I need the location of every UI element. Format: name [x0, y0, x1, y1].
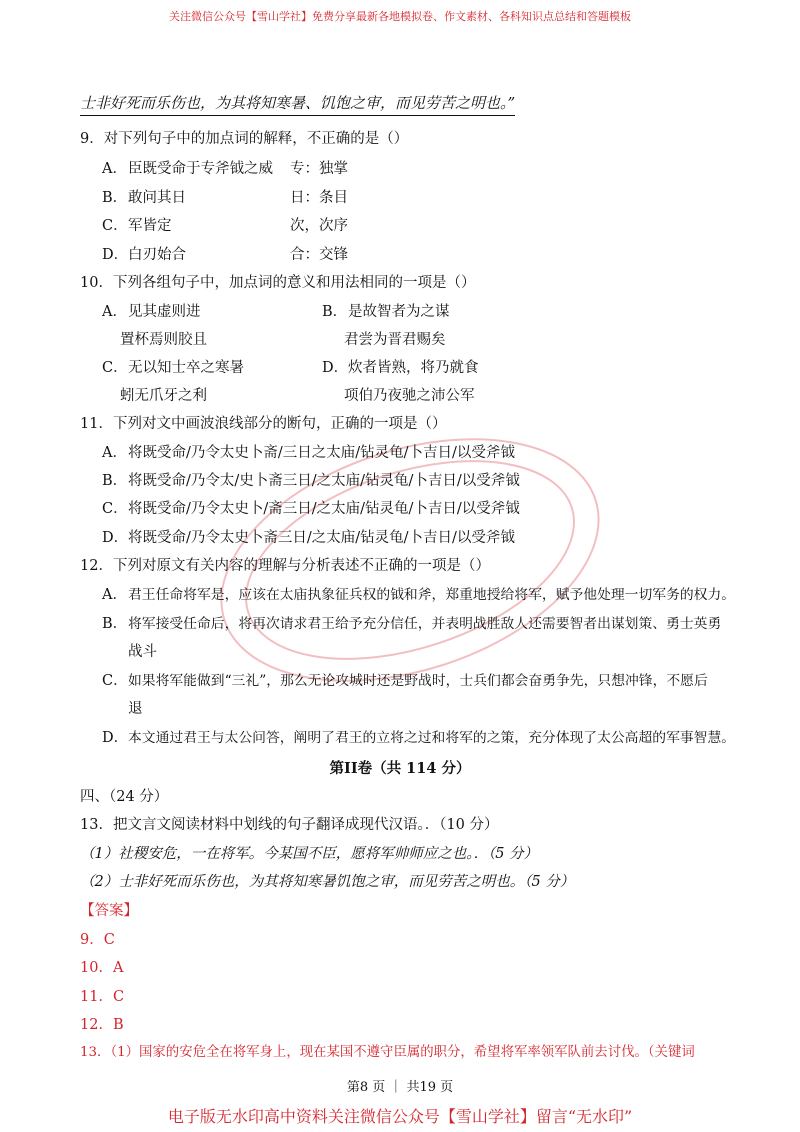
answer-9: 9．C [80, 932, 115, 948]
q10-option-b-label: B． [322, 304, 348, 320]
q12-option-b-line1: 将军接受任命后，将再次请求君王给予充分信任，并表明战胜敌人还需要智者出谋划策、勇士英勇 [128, 616, 722, 632]
q10-option-a-line2: 置杯焉则胶且 [120, 332, 207, 348]
q12-option-c-line2: 退 [128, 701, 143, 717]
q9-option-c-label: C． [102, 218, 128, 234]
q10-option-a-line1: 见其虚则进 [128, 304, 201, 320]
section-four-heading: 四、（24 分） [80, 789, 169, 805]
q12-option-a-line1: 君王任命将军是，应该在太庙执象征兵权的钺和斧，郑重地授给将军，赋予他处理一切军务的权力。 [128, 587, 736, 603]
q9-option-a-gloss: 专：独掌 [290, 161, 348, 177]
intro-underlined-sentence: 士非好死而乐伤也，为其将知寒暑、饥饱之审，而见劳苦之明也。” [80, 92, 515, 116]
q11-option-d-label: D． [102, 530, 129, 546]
answer-10: 10．A [80, 960, 124, 976]
q9-option-d-gloss: 合：交锋 [290, 247, 348, 263]
q11-option-b-text: 将既受命/乃令太/史卜斋三日/之太庙/钻灵龟/卜吉日/以受斧钺 [128, 473, 520, 489]
q10-stem: 10．下列各组句子中，加点词的意义和用法相同的一项是（） [80, 275, 476, 291]
q11-option-b-label: B． [102, 473, 128, 489]
answer-13: 13．（1）国家的安危全在将军身上，现在某国不遵守臣属的职分，希望将军率领军队前去讨伐。（关键词 [80, 1045, 695, 1060]
q10-option-c-label: C． [102, 360, 128, 376]
q9-option-a-text: 臣既受命于专斧钺之威 [128, 161, 273, 177]
part2-title: 第II卷（共 114 分） [329, 760, 471, 777]
q9-stem: 9．对下列句子中的加点词的解释，不正确的是（） [80, 131, 409, 147]
answer-12: 12．B [80, 1017, 124, 1033]
q12-option-b-label: B． [102, 616, 128, 632]
answer-11: 11．C [80, 989, 125, 1005]
q12-option-d-label: D． [102, 730, 129, 746]
q12-option-a-label: A． [102, 587, 127, 603]
q10-option-c-line2: 蚓无爪牙之利 [120, 388, 207, 404]
q13-stem: 13．把文言文阅读材料中划线的句子翻译成现代汉语。．（10 分） [80, 817, 499, 833]
q9-option-a-label: A． [102, 161, 127, 177]
q11-option-a-label: A． [102, 445, 127, 461]
q11-option-c-text: 将既受命/乃令太史卜/斋三日/之太庙/钻灵龟/卜吉日/以受斧钺 [128, 501, 520, 517]
q13-item-2: （2）士非好死而乐伤也，为其将知寒暑饥饱之审，而见劳苦之明也。（5 分） [80, 874, 575, 890]
answer-title: 【答案】 [80, 903, 138, 919]
q11-option-a-text: 将既受命/乃令太史卜斋/三日之太庙/钻灵龟/卜吉日/以受斧钺 [128, 445, 515, 461]
q10-option-d-label: D． [322, 360, 349, 376]
q13-item-1: （1）社稷安危，一在将军。今某国不臣，愿将军帅师应之也。．（5 分） [80, 846, 539, 862]
q10-option-c-line1: 无以知士卒之寒暑 [128, 360, 244, 376]
header-banner: 关注微信公众号【雪山学社】免费分享最新各地模拟卷、作文素材、各科知识点总结和答题模板 [169, 10, 631, 23]
q12-option-c-label: C． [102, 673, 128, 689]
q10-option-a-label: A． [102, 304, 127, 320]
q9-option-d-text: 白刃始合 [128, 247, 186, 263]
q9-option-b-label: B． [102, 190, 128, 206]
bottom-banner: 电子版无水印高中资料关注微信公众号【雪山学社】留言“无水印” [167, 1107, 633, 1126]
q12-option-d-line1: 本文通过君王与太公问答，阐明了君王的立将之过和将军的之策，充分体现了太公高超的军事智慧。 [128, 730, 736, 746]
q9-option-d-label: D． [102, 247, 129, 263]
q11-stem: 11．下列对文中画波浪线部分的断句，正确的一项是（） [80, 416, 447, 432]
q11-option-d-text: 将既受命/乃令太史卜斋三日/之太庙/钻灵龟/卜吉日/以受斧钺 [128, 530, 515, 546]
q9-option-c-text: 军皆定 [128, 218, 172, 234]
q12-option-b-line2: 战斗 [128, 644, 157, 660]
q10-option-d-line2: 项伯乃夜驰之沛公军 [344, 388, 475, 404]
q12-option-c-line1: 如果将军能做到“三礼”，那么无论攻城时还是野战时，士兵们都会奋勇争先，只想冲锋，不愿后 [128, 673, 708, 689]
q12-stem: 12．下列对原文有关内容的理解与分析表述不正确的一项是（） [80, 558, 490, 574]
q11-option-c-label: C． [102, 501, 128, 517]
q10-option-b-line1: 是故智者为之谋 [348, 304, 450, 320]
page-number: 第8 页 ｜ 共19 页 [346, 1080, 454, 1095]
q10-option-b-line2: 君尝为晋君赐矣 [344, 332, 446, 348]
q9-option-b-text: 敢问其日 [128, 190, 186, 206]
q9-option-b-gloss: 日：条目 [290, 190, 348, 206]
q9-option-c-gloss: 次，次序 [290, 218, 348, 234]
q10-option-d-line1: 炊者皆熟，将乃就食 [348, 360, 479, 376]
